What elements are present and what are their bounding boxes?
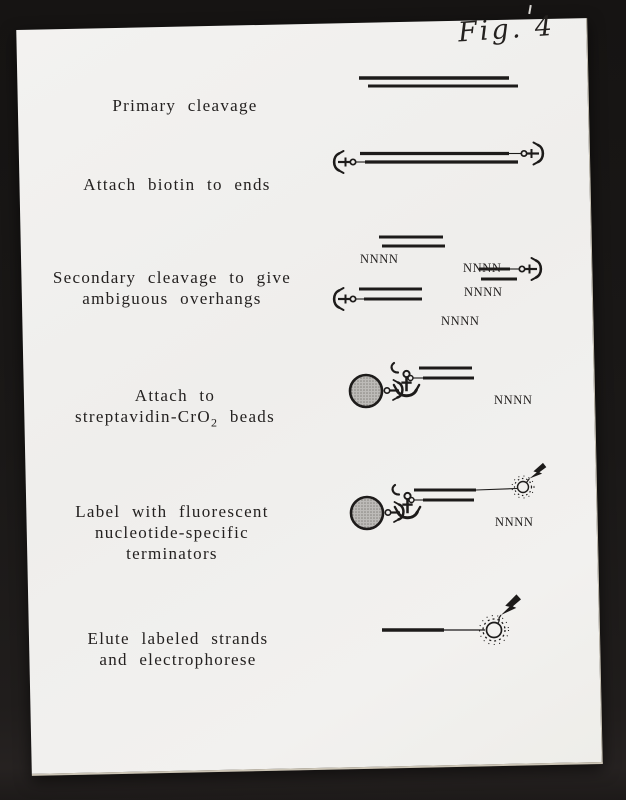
step-label: Secondary cleavage to give ambiguous overhangs xyxy=(52,268,292,308)
overhang-label-nnnn: NNNN xyxy=(441,314,480,328)
biotin-anchor-icon xyxy=(519,258,541,280)
lightning-bolt-icon xyxy=(530,460,548,482)
biotinylated-duplex-art xyxy=(317,133,562,188)
step-label: Label with fluorescent nucleotide-specific terminators xyxy=(75,502,269,563)
cleaved-fragments-art xyxy=(322,218,567,328)
bead-icon xyxy=(351,485,420,529)
step-label: Primary cleavage xyxy=(112,96,258,115)
step-label: Attach to streptavidin-CrO$_2$ beads xyxy=(74,386,276,430)
biotin-anchor-icon xyxy=(334,288,356,310)
fluorophore-tether-line xyxy=(476,489,517,491)
bead-icon xyxy=(350,363,419,407)
biotin-anchor-icon xyxy=(334,151,356,173)
bead-bound-duplex-art xyxy=(342,353,542,423)
step-label: Attach biotin to ends xyxy=(83,175,271,194)
overhang-label-nnnn: NNNN xyxy=(464,285,503,299)
dna-duplex-art xyxy=(322,63,542,103)
step-label: Elute labeled strands and electrophorese xyxy=(87,629,269,669)
overhang-label-nnnn: NNNN xyxy=(463,261,502,275)
overhang-label-nnnn: NNNN xyxy=(495,515,534,529)
labeled-bead-duplex-art xyxy=(342,453,567,548)
lightning-bolt-icon xyxy=(501,592,522,619)
overhang-label-nnnn: NNNN xyxy=(494,393,533,407)
figure-caption: Fig. 4 xyxy=(457,10,557,49)
overhang-label-nnnn: NNNN xyxy=(360,252,399,266)
eluted-strand-art xyxy=(372,578,547,668)
biotin-anchor-icon xyxy=(521,143,543,165)
fluorophore-icon xyxy=(512,476,534,498)
